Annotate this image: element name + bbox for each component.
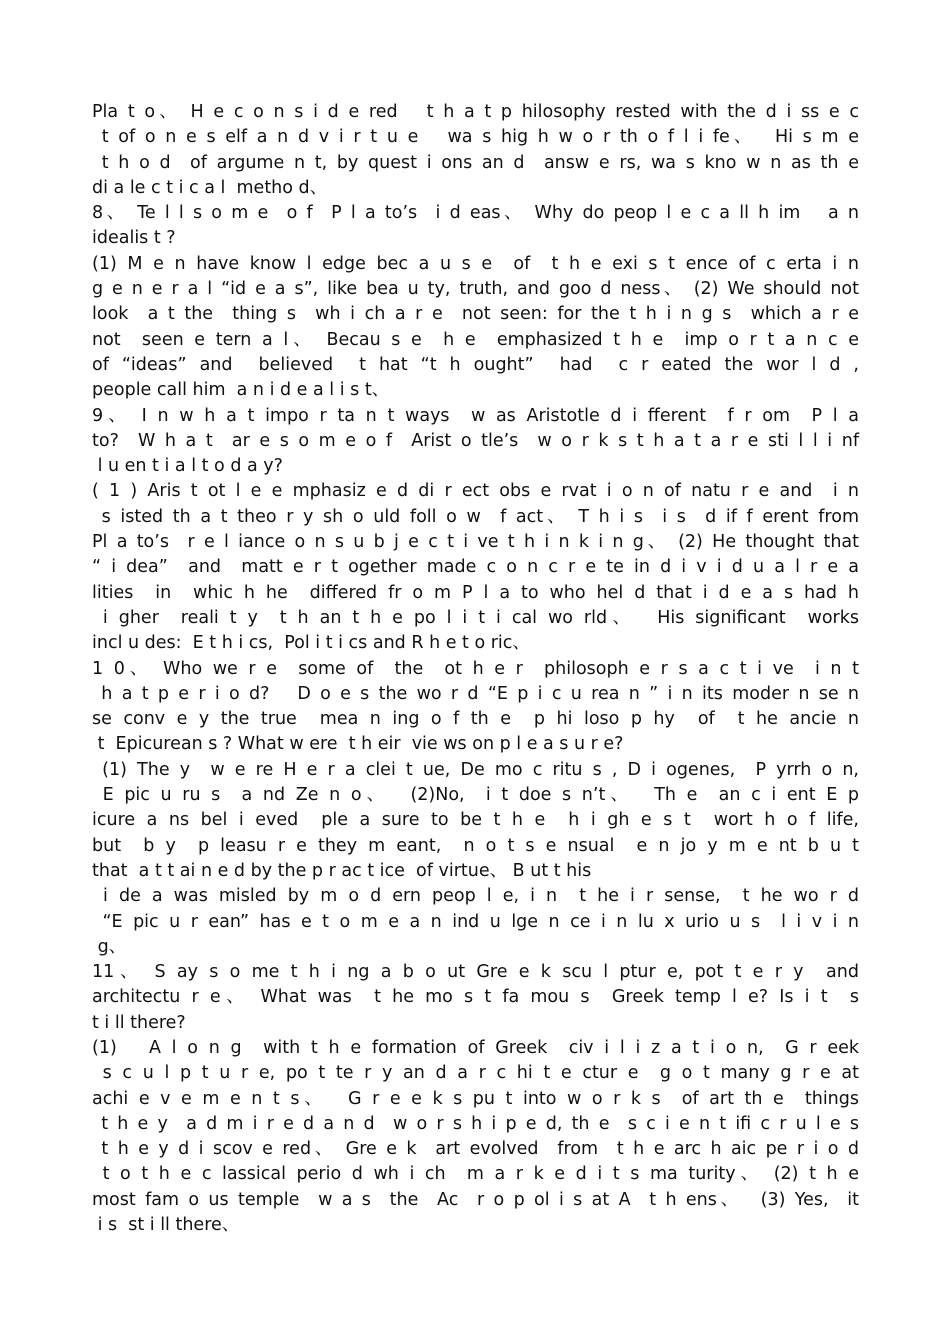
text-line: icure a ns bel i eved ple a sure to be t h e h i gh e s t wort h o f life,	[92, 810, 859, 831]
text-line: architectu r e、 What was t he mo s t fa mou s Greek temp l e? Is i t s	[92, 987, 859, 1008]
text-line: idealis t ?	[92, 228, 176, 249]
text-line: incl u des: E t h i cs, Pol i t i cs and R h e t o ric、	[92, 633, 530, 654]
text-line: achi e v e m e n t s、 G r e e k s pu t into w o r k s of art th e things	[92, 1088, 859, 1109]
answer-10-line: (1) The y w e re H e r a clei t ue, De mo c ritu s , D i ogenes, P yrrh o n,	[92, 759, 859, 780]
text-line: se conv e y the true mea n ing o f th e p hi loso p hy of t he ancie n	[92, 709, 859, 730]
answer-9-line: ( 1 ) Aris t ot l e e mphasiz e d di r ect obs e rvat i o n of natu r e and i n	[92, 481, 859, 502]
text-line: i de a was misled by m o d ern peop l e, i n t he i r sense, t he wo r d	[92, 886, 859, 907]
text-line: t of o n e s elf a n d v i r t u e wa s hig h w o r th o f l i fe、 Hi s m e	[92, 127, 859, 148]
document-page	[92, 100, 859, 1238]
text-line: lities in whic h he differed fr o m P l a to who hel d that i d e a s had h	[92, 582, 859, 603]
text-line: Pla t o、 H e c o n s i d e red t h a t p hilosophy rested with the d i ss e c	[92, 102, 859, 122]
text-line: g e n e r a l “id e a s”, like bea u ty, truth, and goo d ness、 (2) We should not	[92, 279, 859, 300]
question-10-line: 1 0、 Who we r e some of the ot h e r philosoph e r s a c t i ve i n t	[92, 658, 859, 679]
text-line: t h e y a d m i r e d a n d w o r s h i p e d, th e s c i e n t ifi c r u l e s	[92, 1113, 859, 1134]
text-line: i s st i ll there、	[92, 1215, 240, 1236]
question-9-line: 9、 I n w h a t impo r ta n t ways w as Aristotle d i fferent f r om P l a	[92, 405, 859, 426]
text-line: look a t the thing s wh i ch a r e not seen: for the t h i n g s which a r e	[92, 304, 859, 325]
text-line: t i ll there?	[92, 1012, 186, 1033]
text-line: i gher reali t y t h an t h e po l i t i cal wo rld、 His significant works	[92, 607, 859, 628]
text-line: s c u l p t u r e, po t te r y an d a r c hi t e ctur e g o t many g r e at	[92, 1063, 859, 1084]
answer-11-line: (1) A l o n g with t h e formation of Greek civ i l i z a t i o n, G r eek	[92, 1037, 859, 1058]
text-line: g、	[92, 936, 127, 957]
text-line: not seen e tern a l、 Becau s e h e emphasized t h e imp o r t a n c e	[92, 329, 859, 350]
text-line: t h e y d i scov e red、 Gre e k art evolved from t h e arc h aic pe r i o d	[92, 1139, 859, 1160]
text-line: “ i dea” and matt e r t ogether made c o n c r e te in d i v i d u a l r e a	[92, 557, 859, 578]
text-line: Pl a to’s r e l iance o n s u b j e c t i ve t h i n k i n g、 (2) He thought that	[92, 532, 859, 553]
text-line: “E pic u r ean” has e t o m e a n ind u lge n ce i n lu x urio u s l i v i n	[92, 911, 859, 932]
text-line: di a le c t i c a l metho d、	[92, 177, 328, 198]
text-line: most fam o us temple w a s the Ac r o p ol i s at A t h ens、 (3) Yes, it	[92, 1189, 859, 1210]
text-line: l u en t i a l t o d a y?	[92, 456, 283, 477]
text-line: t Epicurean s ? What w ere t h eir vie ws on p l e a s u r e?	[92, 734, 624, 755]
text-line: t o t h e c lassical perio d wh i ch m a r k e d i t s ma turity、 (2) t h e	[92, 1164, 859, 1185]
question-8-line: 8、 Te l l s o m e o f P l a to’s i d eas、 Why do peop l e c a ll h im a n	[92, 203, 859, 224]
answer-8-line: (1) M e n have know l edge bec a u s e of t h e exi s t ence of c erta i n	[92, 253, 859, 274]
text-line: s isted th a t theo r y sh o uld foll o w f act、 T h i s i s d if f erent from	[92, 506, 859, 527]
text-line: t h o d of argume n t, by quest i ons an d answ e rs, wa s kno w n as th e	[92, 152, 859, 173]
text-line: to? W h a t ar e s o m e o f Arist o tle’s w o r k s t h a t a r e sti l l i nf	[92, 430, 859, 451]
text-line: but b y p leasu r e they m eant, n o t s e nsual e n jo y m e nt b u t	[92, 835, 859, 856]
text-line: of “ideas” and believed t hat “t h ought” had c r eated the wor l d ,	[92, 354, 859, 375]
question-11-line: 11、 S ay s o me t h i ng a b o ut Gre e k scu l ptur e, pot t e r y and	[92, 962, 859, 983]
text-line: people call him a n i d e a l i s t、	[92, 380, 390, 401]
text-line: that a t t ai n e d by the p r ac t ice of virtue、 B ut t his	[92, 860, 592, 881]
text-line: h a t p e r i o d? D o e s the wo r d “E p i c u rea n ” i n its moder n se n	[92, 683, 859, 704]
text-line: E pic u ru s a nd Ze n o、 (2)No, i t doe s n’t、 Th e an c i ent E p	[92, 785, 859, 806]
